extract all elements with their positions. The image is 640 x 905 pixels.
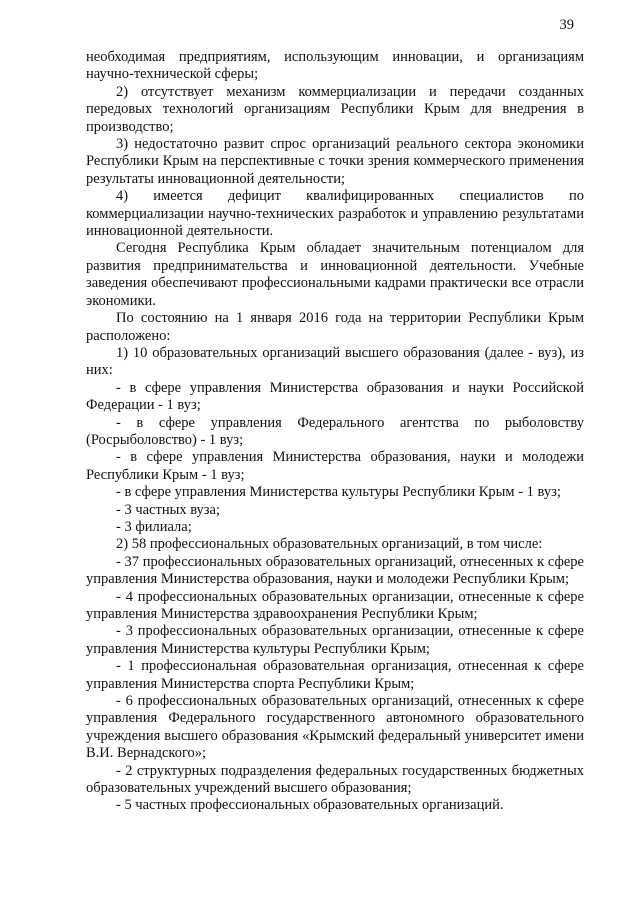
paragraph: - в сфере управления Министерства образования, науки и молодежи Республики Крым - 1 вуз; [86,449,584,483]
paragraph: - 5 частных профессиональных образовательных организаций. [116,797,504,814]
paragraph: - 3 филиала; [116,518,192,535]
paragraph: - в сфере управления Министерства культуры Республики Крым - 1 вуз; [116,484,561,501]
paragraph: 2) 58 профессиональных образовательных организаций, в том числе: [116,536,543,553]
paragraph: По состоянию на 1 января 2016 года на территории Республики Крым расположено: [86,310,584,344]
paragraph: - 37 профессиональных образовательных организаций, отнесенных к сфере управления Министерства образования, науки и молодежи Республики Крым; [86,553,584,588]
paragraph: - 2 структурных подразделения федеральных государственных бюджетных образовательных учреждений высшего образования; [86,762,584,797]
paragraph: - в сфере управления Министерства образования и науки Российской Федерации - 1 вуз; [86,379,584,414]
document-body [86,49,584,815]
paragraph: - 3 профессиональных образовательных организации, отнесенные к сфере управления Министерства культуры Республики Крым; [86,623,584,657]
paragraph: - в сфере управления Федерального агентства по рыболовству (Росрыболовство) - 1 вуз; [86,414,584,448]
paragraph: - 1 профессиональная образовательная организация, отнесенная к сфере управления Министерства спорта Республики Крым; [86,658,584,692]
paragraph: - 3 частных вуза; [116,501,220,518]
page-number: 39 [559,17,574,33]
paragraph: 2) отсутствует механизм коммерциализации и передачи созданных передовых технологий организациям Республики Крым для внедрения в производство; [86,83,584,135]
paragraph: необходимая предприятиям, использующим инновации, и организациям научно-технической сферы; [86,49,584,83]
paragraph: - 4 профессиональных образовательных организации, отнесенные к сфере управления Министерства здравоохранения Республики Крым; [86,588,584,622]
paragraph: - 6 профессиональных образовательных организаций, отнесенных к сфере управления Федерального государственного автономного образовательного учреждения высшего образования «Крымский федеральный университет имени В.И. Вернадского»; [86,693,584,762]
paragraph: Сегодня Республика Крым обладает значительным потенциалом для развития предпринимательства и инновационной деятельности. Учебные заведения обеспечивают профессиональными кадрами практически все отрасли экономики. [86,240,584,309]
paragraph: 3) недостаточно развит спрос организаций реального сектора экономики Республики Крым на перспективные с точки зрения коммерческого применения результаты инновационной деятельности; [86,136,584,187]
paragraph: 1) 10 образовательных организаций высшего образования (далее - вуз), из них: [86,344,584,379]
paragraph: 4) имеется дефицит квалифицированных специалистов по коммерциализации научно-технических разработок и управлению результатами инновационной деятельности. [86,188,584,240]
